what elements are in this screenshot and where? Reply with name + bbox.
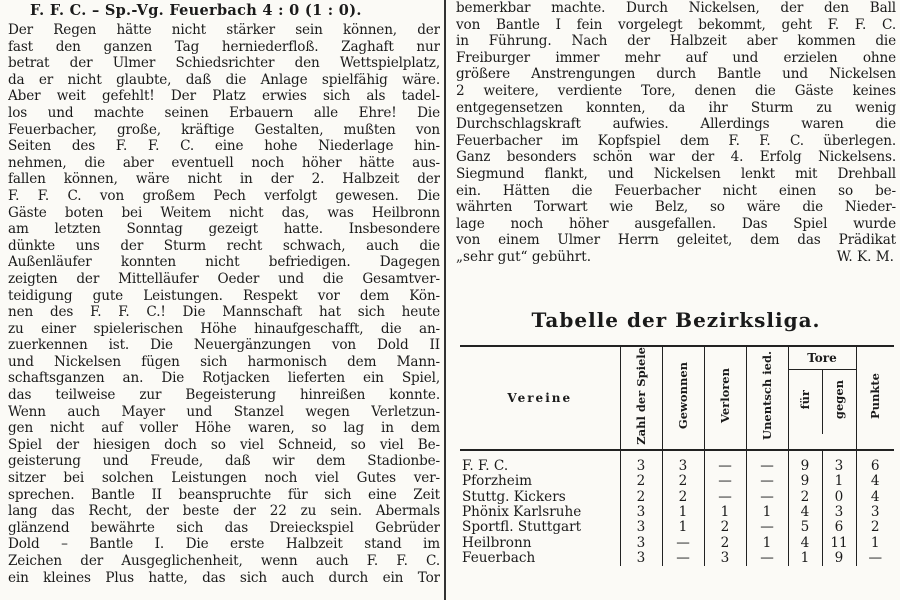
table-row bbox=[460, 551, 894, 566]
cell-unent: — bbox=[746, 520, 788, 535]
table-row bbox=[460, 536, 894, 551]
header-punkte-label: Punkte bbox=[868, 372, 883, 419]
text-line: sitzer bei solchen Leistungen noch viel Gutes ver- bbox=[8, 470, 440, 487]
cell-punkte: 4 bbox=[856, 474, 894, 489]
cell-spiele: 2 bbox=[620, 474, 662, 489]
header-gewonnen bbox=[662, 346, 704, 450]
cell-spiele: 3 bbox=[620, 536, 662, 551]
text-line: Feuerbacher im Kopfspiel dem F. F. C. überlegen. bbox=[456, 132, 896, 149]
cell-unent: 1 bbox=[746, 505, 788, 520]
cell-fuer: 9 bbox=[788, 450, 822, 474]
header-unentschieden bbox=[746, 346, 788, 450]
text-line: schaftsganzen an. Die Rotjacken lieferten ein Spiel, bbox=[8, 370, 440, 387]
team-name: Sportfl. Stuttgart bbox=[462, 519, 582, 536]
cell-gegen: 3 bbox=[822, 450, 856, 474]
text-line: Dold – Bantle I. Die erste Halbzeit stand im bbox=[8, 536, 440, 553]
text-line: dünkte uns der Sturm recht schwach, auch die bbox=[8, 237, 440, 254]
text-line: fallen können, wäre nicht in der 2. Halbzeit der bbox=[8, 171, 440, 188]
cell-gew: 1 bbox=[662, 505, 704, 520]
text-line: zu einer spielerischen Höhe hinaufgeschafft, die an- bbox=[8, 320, 440, 337]
cell-gegen: 6 bbox=[822, 520, 856, 535]
text-line: lage noch höher ausgefallen. Das Spiel wurde bbox=[456, 215, 896, 232]
left-column bbox=[8, 0, 440, 600]
cell-unent: — bbox=[746, 551, 788, 566]
cell-fuer: 5 bbox=[788, 520, 822, 535]
text-line: lang das Recht, der beste der 22 zu sein. Abermals bbox=[8, 503, 440, 520]
text-line: sprechen. Bantle II beanspruchte für sich eine Zeit bbox=[8, 486, 440, 503]
cell-fuer: 4 bbox=[788, 536, 822, 551]
cell-spiele: 3 bbox=[620, 551, 662, 566]
cell-fuer: 4 bbox=[788, 505, 822, 520]
text-line: Spiel der hiesigen doch so viel Schneid, so viel Be- bbox=[8, 436, 440, 453]
header-punkte bbox=[856, 346, 894, 450]
text-line: 2 weitere, verdiente Tore, denen die Gäste keines bbox=[456, 82, 896, 99]
team-name: Heilbronn bbox=[462, 534, 532, 551]
text-line: Aber weit gefehlt! Der Platz erwies sich als tadel- bbox=[8, 88, 440, 105]
cell-punkte: — bbox=[856, 551, 894, 566]
text-line: von einem Ulmer Herrn geleitet, dem das Prädikat bbox=[456, 232, 896, 249]
text-line: größere Anstrengungen durch Bantle und Nickelsen bbox=[456, 66, 896, 83]
text-line: bemerkbar machte. Durch Nickelsen, der den Ball bbox=[456, 0, 896, 16]
cell-verl: — bbox=[704, 474, 746, 489]
header-tore-label: Tore bbox=[789, 347, 856, 370]
text-line: Der Regen hätte nicht stärker sein können, der bbox=[8, 22, 440, 38]
text-line: am letzten Sonntag gezeigt hatte. Insbesondere bbox=[8, 221, 440, 238]
match-headline: F. F. C. – Sp.-Vg. Feuerbach 4 : 0 (1 : 0). bbox=[30, 2, 362, 19]
text-line: entgegensetzen konnten, da ihr Sturm zu wenig bbox=[456, 99, 896, 116]
cell-gegen: 11 bbox=[822, 536, 856, 551]
text-line: glänzend bewährte sich das Dreieckspiel Gebrüder bbox=[8, 519, 440, 536]
text-line: Außenläufer konnten nicht befriedigen. Dagegen bbox=[8, 254, 440, 271]
cell-verl: 3 bbox=[704, 551, 746, 566]
cell-gew: 2 bbox=[662, 474, 704, 489]
cell-gegen: 3 bbox=[822, 505, 856, 520]
text-line: währten Torwart wie Belz, so wäre die Nieder- bbox=[456, 199, 896, 216]
header-gegen bbox=[822, 370, 856, 435]
header-verloren-label: Verloren bbox=[718, 368, 732, 424]
text-line: nehmen, die aber eventuell noch höher hätte aus- bbox=[8, 154, 440, 171]
header-fuer-label: für bbox=[798, 390, 812, 410]
team-name: F. F. C. bbox=[462, 457, 509, 474]
text-line: Freiburger immer mehr auf und erzielen ohne bbox=[456, 49, 896, 66]
table-row bbox=[460, 490, 894, 505]
text-line: fast den ganzen Tag herniederfloß. Zaghaft nur bbox=[8, 38, 440, 55]
table-body bbox=[460, 450, 894, 567]
cell-unent: — bbox=[746, 450, 788, 474]
cell-fuer: 2 bbox=[788, 490, 822, 505]
cell-gegen: 0 bbox=[822, 490, 856, 505]
table-row bbox=[460, 505, 894, 520]
text-line: Siegmund flankt, und Nickelsen lenkt mit Drehball bbox=[456, 165, 896, 182]
header-verloren bbox=[704, 346, 746, 450]
article-body-left bbox=[8, 22, 440, 586]
text-line: Durchschlagskraft aufwies. Allerdings waren die bbox=[456, 116, 896, 133]
text-line: geisterung und Freude, daß wir dem Stadionbe- bbox=[8, 453, 440, 470]
text-line: teidigung gute Leistungen. Respekt vor dem Kön- bbox=[8, 287, 440, 304]
header-unentschieden-label: Unentsch ied. bbox=[760, 351, 774, 441]
text-line: los und machte seinen Erbauern alle Ehre! Die bbox=[8, 104, 440, 121]
cell-punkte: 1 bbox=[856, 536, 894, 551]
cell-punkte: 4 bbox=[856, 490, 894, 505]
cell-fuer: 9 bbox=[788, 474, 822, 489]
table-title: Tabelle der Bezirksliga. bbox=[531, 308, 821, 332]
cell-unent: — bbox=[746, 490, 788, 505]
cell-spiele: 3 bbox=[620, 505, 662, 520]
text-line: Feuerbacher, große, kräftige Gestalten, mußten von bbox=[8, 121, 440, 138]
header-tore bbox=[788, 346, 856, 450]
cell-verl: — bbox=[704, 450, 746, 474]
cell-gew: — bbox=[662, 551, 704, 566]
cell-punkte: 2 bbox=[856, 520, 894, 535]
cell-spiele: 2 bbox=[620, 490, 662, 505]
cell-gegen: 1 bbox=[822, 474, 856, 489]
text-line: nen des F. F. C.! Die Mannschaft hat sich heute bbox=[8, 304, 440, 321]
cell-verl: 1 bbox=[704, 505, 746, 520]
text-line: Seiten des F. F. C. eine hohe Niederlage hin- bbox=[8, 138, 440, 155]
team-name: Stuttg. Kickers bbox=[462, 488, 566, 505]
text-line: ein kleines Plus hatte, das sich auch durch ein Tor bbox=[8, 569, 440, 586]
cell-punkte: 6 bbox=[856, 450, 894, 474]
cell-verl: 2 bbox=[704, 536, 746, 551]
text-line: Ganz besonders schön war der 4. Erfolg Nickelsens. bbox=[456, 149, 896, 166]
table-row bbox=[460, 520, 894, 535]
text-line: zuerkennen ist. Die Neuergänzungen von Dold II bbox=[8, 337, 440, 354]
header-gewonnen-label: Gewonnen bbox=[676, 362, 690, 430]
text-line: Gäste boten bei Weitem nicht das, was Heilbronn bbox=[8, 204, 440, 221]
header-spiele bbox=[620, 346, 662, 450]
article-body-right bbox=[456, 0, 896, 249]
table-row bbox=[460, 450, 894, 474]
text-line: von Bantle I fein vorgelegt bekommt, geht F. F. C. bbox=[456, 16, 896, 33]
cell-gew: 2 bbox=[662, 490, 704, 505]
closing-text: „sehr gut“ gebührt. bbox=[456, 248, 592, 265]
text-line: und Nickelsen fügen sich harmonisch dem Mann- bbox=[8, 353, 440, 370]
author-signature: W. K. M. bbox=[836, 248, 894, 265]
text-line: Zeichen der Ausgeglichenheit, wenn auch F. F. C. bbox=[8, 553, 440, 569]
cell-gew: 1 bbox=[662, 520, 704, 535]
cell-verl: 2 bbox=[704, 520, 746, 535]
header-gegen-label: gegen bbox=[832, 380, 846, 420]
cell-gew: 3 bbox=[662, 450, 704, 474]
text-line: F. F. C. von großem Pech verfolgt gewesen. Die bbox=[8, 187, 440, 204]
cell-spiele: 3 bbox=[620, 520, 662, 535]
table-header-row bbox=[460, 346, 894, 450]
cell-spiele: 3 bbox=[620, 450, 662, 474]
league-table bbox=[460, 345, 894, 566]
text-line: ein. Hätten die Feuerbacher nicht einen so be- bbox=[456, 182, 896, 199]
header-fuer bbox=[789, 370, 823, 435]
cell-fuer: 1 bbox=[788, 551, 822, 566]
text-line: betrat der Ulmer Schiedsrichter den Wettspielplatz, bbox=[8, 55, 440, 72]
text-line: Wenn auch Mayer und Stanzel wegen Verletzun- bbox=[8, 403, 440, 420]
cell-unent: 1 bbox=[746, 536, 788, 551]
header-vereine bbox=[460, 346, 620, 450]
text-line: das teilweise zur Begeisterung hinreißen konnte. bbox=[8, 387, 440, 404]
team-name: Pforzheim bbox=[462, 473, 533, 490]
text-line: zeigten der Mittelläufer Oeder und die Gesamtver- bbox=[8, 270, 440, 287]
header-spiele-label: Zahl der Spiele bbox=[634, 347, 648, 445]
cell-punkte: 3 bbox=[856, 505, 894, 520]
cell-gegen: 9 bbox=[822, 551, 856, 566]
team-name: Phönix Karlsruhe bbox=[462, 504, 582, 521]
text-line: gen nicht auf voller Höhe waren, so lag in dem bbox=[8, 420, 440, 437]
column-divider bbox=[444, 0, 446, 600]
header-vereine-label: Vereine bbox=[507, 390, 573, 405]
text-line: da er nicht glaubte, daß die Anlage spielfähig wäre. bbox=[8, 71, 440, 88]
table-row bbox=[460, 474, 894, 489]
cell-unent: — bbox=[746, 474, 788, 489]
text-line: in Führung. Nach der Halbzeit aber kommen die bbox=[456, 33, 896, 50]
team-name: Feuerbach bbox=[462, 550, 536, 567]
closing-line bbox=[456, 249, 896, 266]
cell-verl: — bbox=[704, 490, 746, 505]
cell-gew: — bbox=[662, 536, 704, 551]
